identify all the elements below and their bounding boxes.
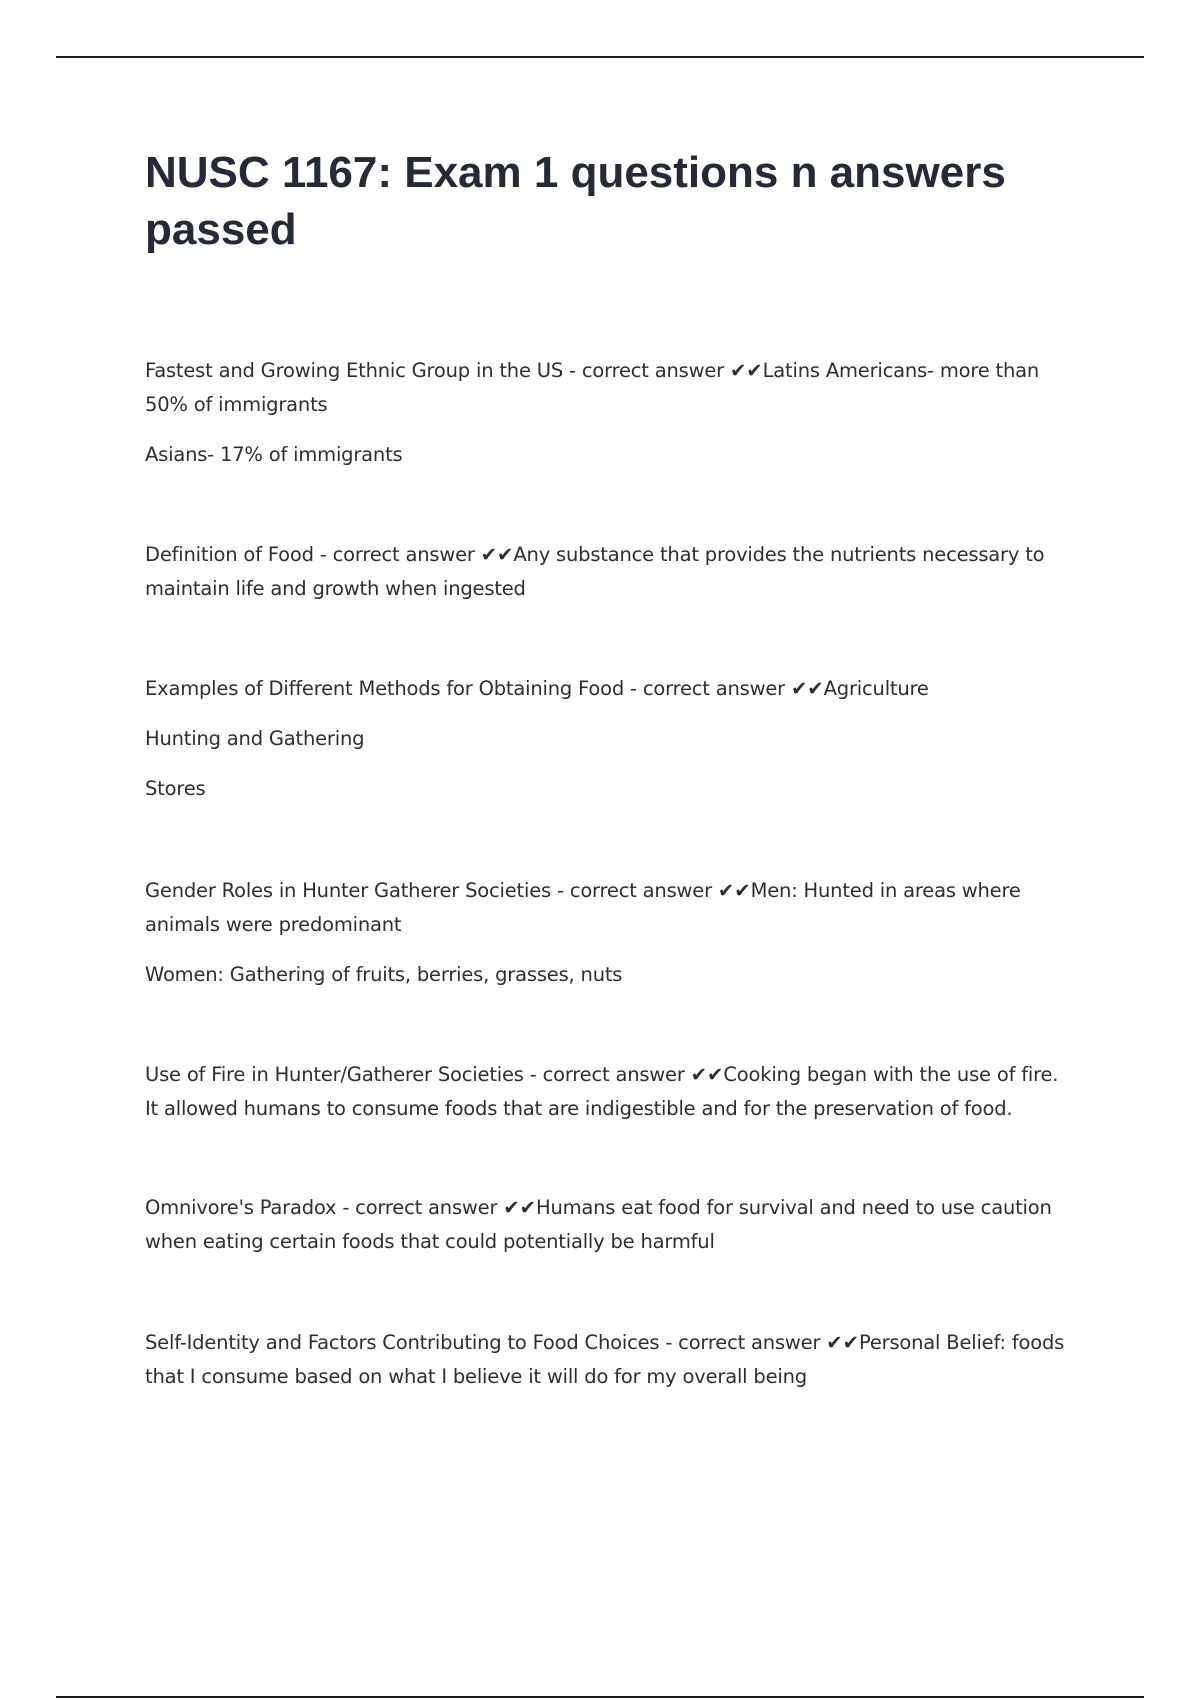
answer-extra-line: Women: Gathering of fruits, berries, grasses, nuts [145,963,623,986]
answer-text: Personal Belief: foods that I consume based on what I believe it will do for my overall being [145,1331,1065,1388]
page-title: NUSC 1167: Exam 1 questions n answers passed [145,148,1006,254]
qa-item [145,354,1075,472]
answer-text: Men: Hunted in areas where animals were predominant [145,879,1021,936]
question-text: Omnivore's Paradox - correct answer [145,1196,504,1219]
checkmark-icon: ✔✔ [729,359,763,382]
question-text: Fastest and Growing Ethnic Group in the US - correct answer [145,359,730,382]
answer-text: Latins Americans- more than 50% of immigrants [145,359,1040,416]
question-text: Use of Fire in Hunter/Gatherer Societies - correct answer [145,1063,691,1086]
answer-extra-line: Stores [145,777,206,800]
qa-item [145,1058,1075,1126]
qa-line [145,354,1075,422]
qa-line [145,672,1075,706]
checkmark-icon: ✔✔ [480,543,514,566]
question-text: Examples of Different Methods for Obtaining Food - correct answer [145,677,791,700]
answer-text: Any substance that provides the nutrients necessary to maintain life and growth when ingested [145,543,1045,600]
header-divider [56,56,1144,58]
question-text: Definition of Food - correct answer [145,543,481,566]
footer-divider [56,1696,1144,1698]
qa-line [145,874,1075,942]
answer-text: Agriculture [823,677,929,700]
answer-extra-line: Hunting and Gathering [145,727,365,750]
qa-item [145,672,1075,806]
qa-line [145,1326,1075,1394]
checkmark-icon: ✔✔ [690,1063,724,1086]
checkmark-icon: ✔✔ [717,879,751,902]
qa-item [145,1191,1075,1259]
answer-text: Humans eat food for survival and need to use caution when eating certain foods that could potentially be harmful [145,1196,1052,1253]
checkmark-icon: ✔✔ [826,1331,859,1354]
checkmark-icon: ✔✔ [503,1196,536,1219]
qa-line [145,1058,1075,1126]
checkmark-icon: ✔✔ [790,677,824,700]
question-text: Self-Identity and Factors Contributing to Food Choices - correct answer [145,1331,827,1354]
answer-text: Cooking began with the use of fire. It allowed humans to consume foods that are indigestible and for the preservation of food. [145,1063,1059,1120]
qa-line [145,1191,1075,1259]
question-text: Gender Roles in Hunter Gatherer Societies - correct answer [145,879,718,902]
answer-extra-line: Asians- 17% of immigrants [145,443,403,466]
qa-item [145,874,1075,992]
qa-line [145,538,1075,606]
qa-item [145,538,1075,606]
qa-item [145,1326,1075,1394]
